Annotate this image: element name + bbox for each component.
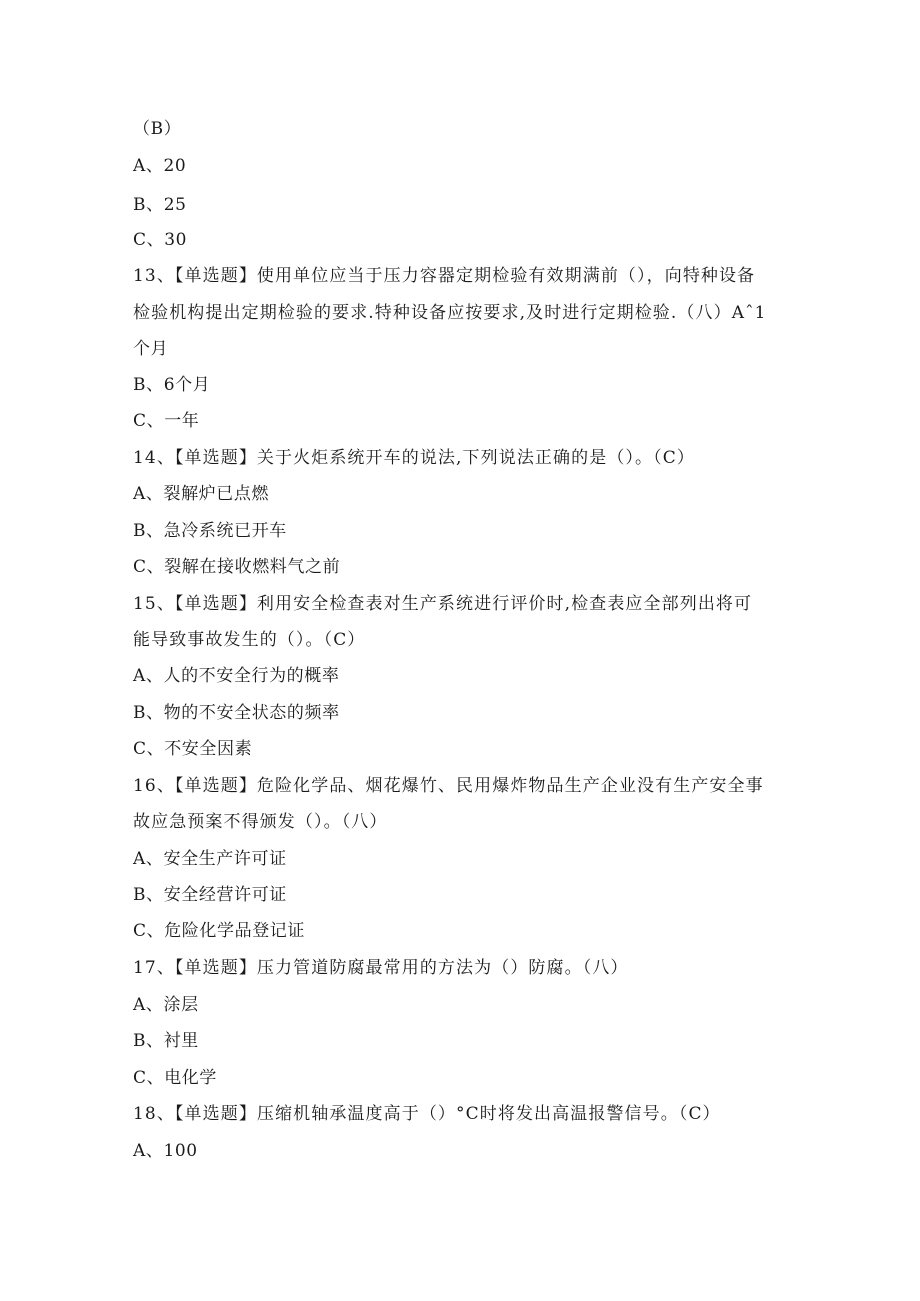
question-line: 能导致事故发生的（）。（C） bbox=[133, 630, 366, 650]
option-line: B、6个月 bbox=[133, 375, 211, 395]
question-line: 17、【单选题】压力管道防腐最常用的方法为（）防腐。（八） bbox=[133, 958, 629, 978]
option-line: B、衬里 bbox=[133, 1031, 199, 1051]
option-line: A、安全生产许可证 bbox=[133, 849, 287, 869]
question-line: 18、【单选题】压缩机轴承温度高于（）°C时将发出高温报警信号。（C） bbox=[133, 1104, 721, 1124]
question-line: 故应急预案不得颁发（）。（八） bbox=[133, 812, 388, 832]
question-line: 检验机构提出定期检验的要求.特种设备应按要求,及时进行定期检验.（八）Aˆ1 bbox=[133, 303, 767, 323]
option-line: B、急冷系统已开车 bbox=[133, 521, 287, 541]
option-line: B、物的不安全状态的频率 bbox=[133, 703, 340, 723]
option-line: A、涂层 bbox=[133, 995, 199, 1015]
option-line: C、一年 bbox=[133, 411, 200, 431]
option-line: A、100 bbox=[133, 1141, 198, 1161]
question-line: 13、【单选题】使用单位应当于压力容器定期检验有效期满前（），向特种设备 bbox=[133, 266, 756, 286]
option-line: C、30 bbox=[133, 230, 188, 250]
option-line: A、20 bbox=[133, 156, 187, 176]
option-line: C、电化学 bbox=[133, 1068, 218, 1088]
option-line: C、裂解在接收燃料气之前 bbox=[133, 557, 341, 577]
option-line: C、不安全因素 bbox=[133, 739, 253, 759]
option-line: A、人的不安全行为的概率 bbox=[133, 666, 340, 686]
question-line: 14、【单选题】关于火炬系统开车的说法,下列说法正确的是（）。（C） bbox=[133, 448, 695, 468]
option-line: B、安全经营许可证 bbox=[133, 885, 287, 905]
option-line: A、裂解炉已点燃 bbox=[133, 484, 270, 504]
question-line: 15、【单选题】利用安全检查表对生产系统进行评价时,检查表应全部列出将可 bbox=[133, 594, 753, 614]
option-line: 个月 bbox=[133, 339, 169, 359]
option-line: B、25 bbox=[133, 195, 187, 215]
option-line: C、危险化学品登记证 bbox=[133, 921, 306, 941]
question-line: 16、【单选题】危险化学品、烟花爆竹、民用爆炸物品生产企业没有生产安全事 bbox=[133, 776, 764, 796]
answer-line: （B） bbox=[133, 119, 182, 139]
